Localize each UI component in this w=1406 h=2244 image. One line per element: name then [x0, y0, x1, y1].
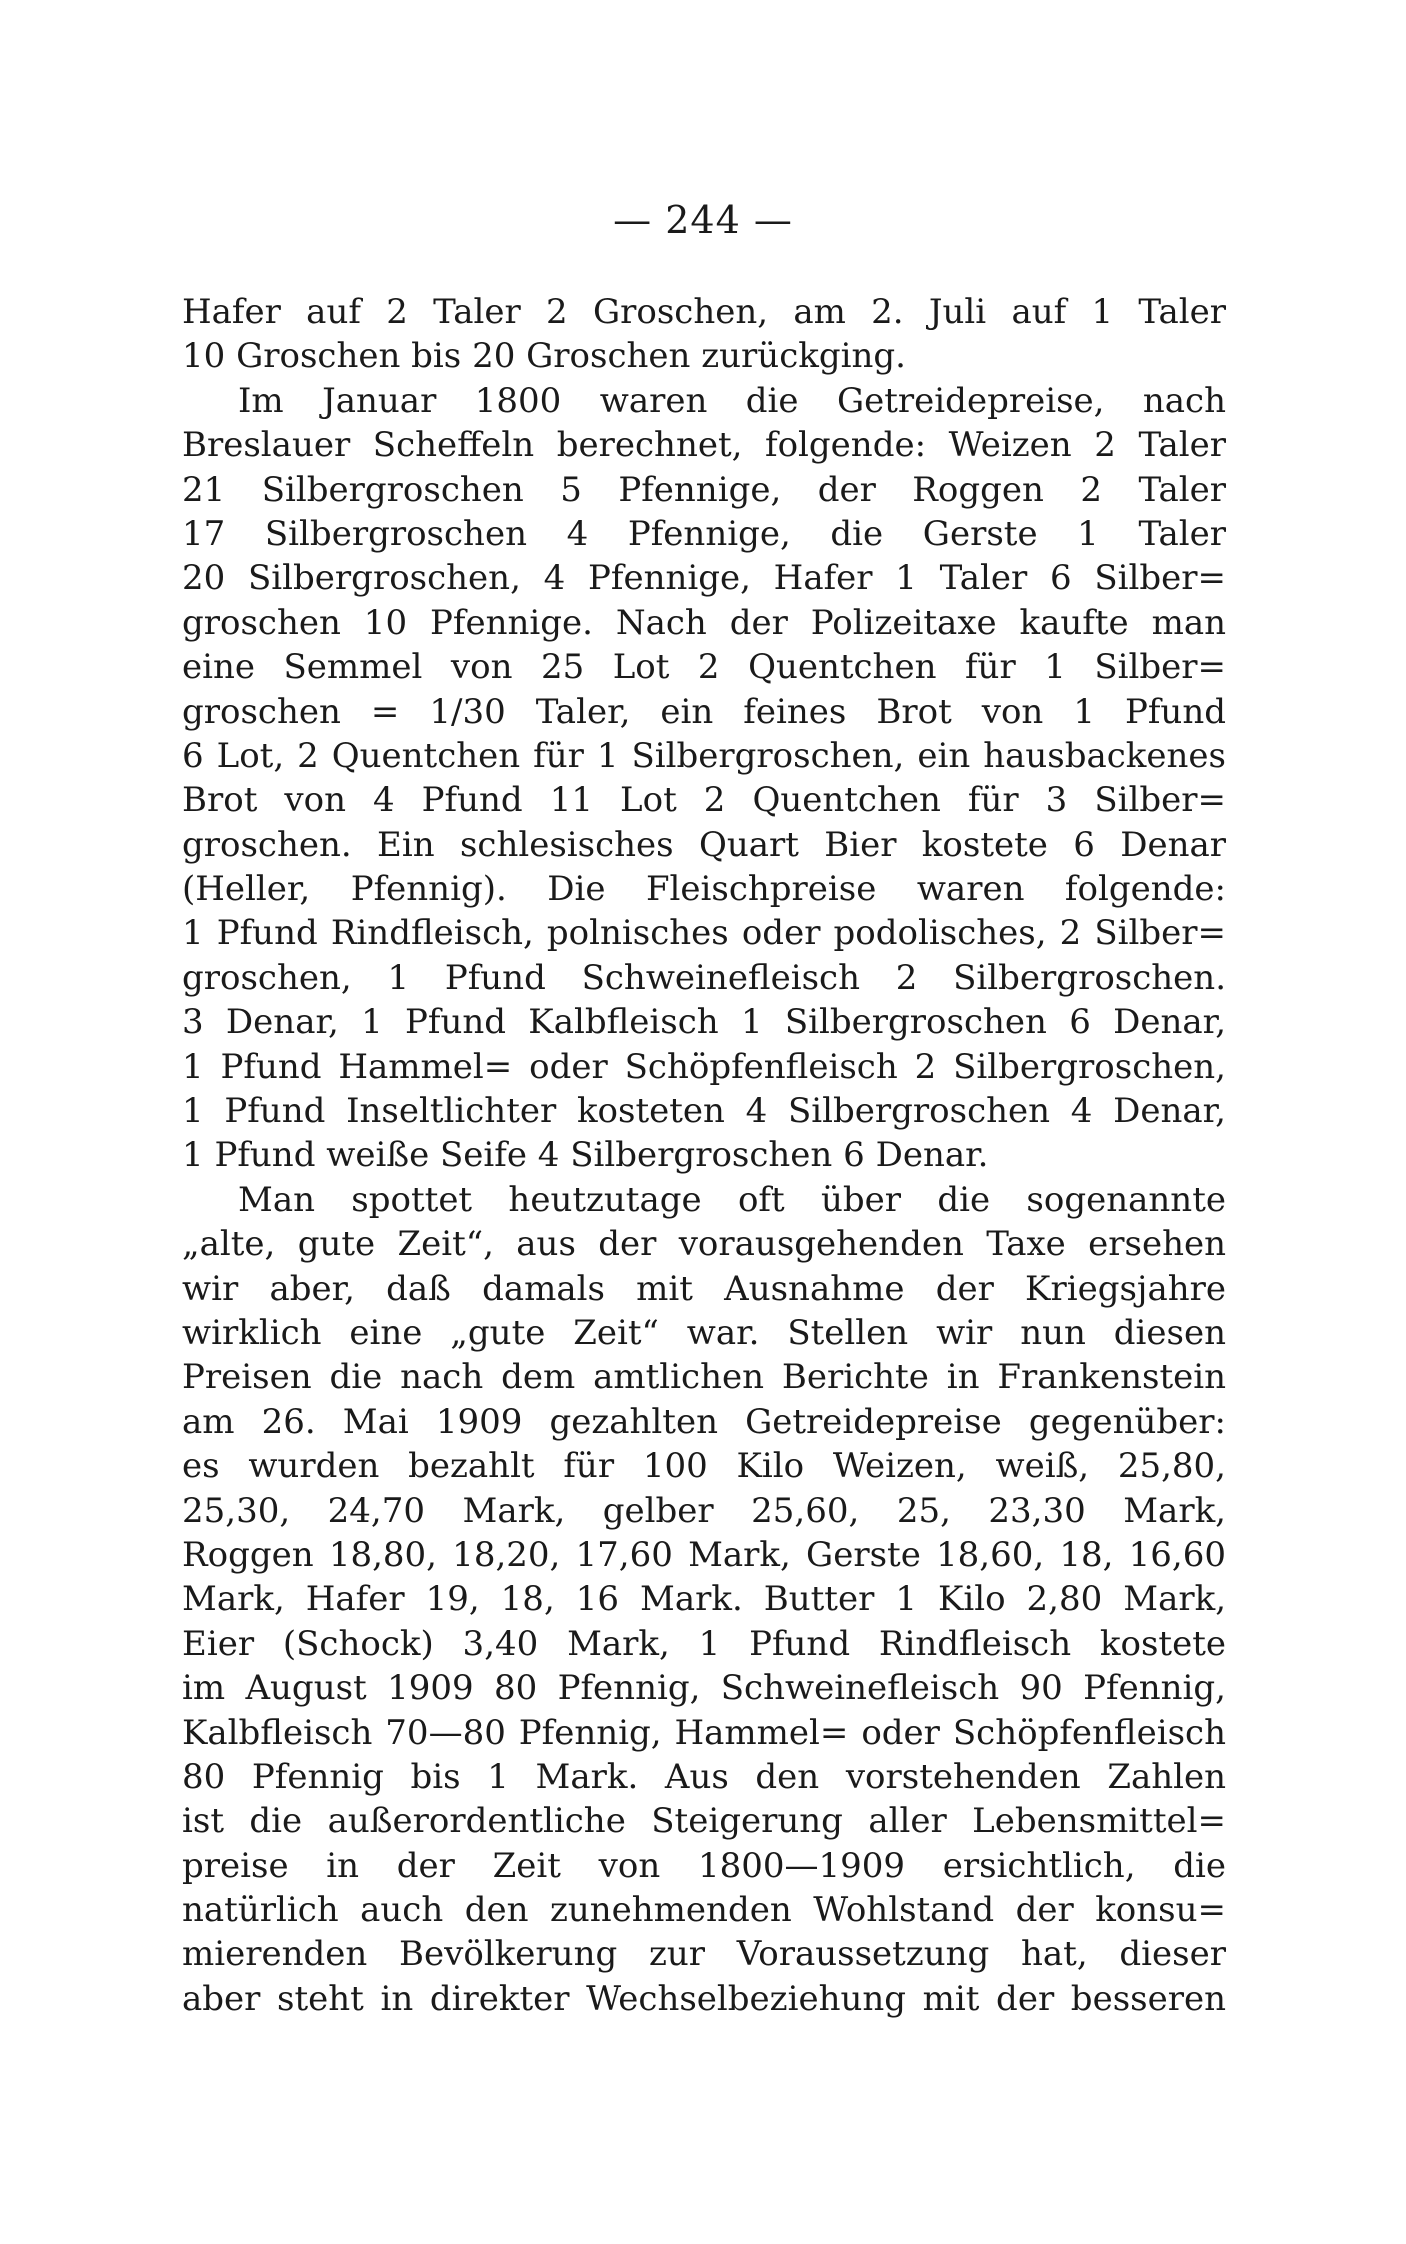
text-line: Eier (Schock) 3,40 Mark, 1 Pfund Rindfleisch kostete [182, 1623, 1226, 1664]
text-line: Roggen 18,80, 18,20, 17,60 Mark, Gerste 18,60, 18, 16,60 [182, 1534, 1226, 1575]
text-line: 6 Lot, 2 Quentchen für 1 Silbergroschen, ein hausbackenes [182, 735, 1226, 776]
text-line: 1 Pfund weiße Seife 4 Silbergroschen 6 Denar. [182, 1135, 989, 1176]
text-line: 17 Silbergroschen 4 Pfennige, die Gerste 1 Taler [182, 513, 1226, 554]
text-line: Hafer auf 2 Taler 2 Groschen, am 2. Juli auf 1 Taler [182, 292, 1226, 332]
text-line: ist die außerordentliche Steigerung aller Lebensmittel= [182, 1801, 1226, 1842]
text-line: groschen, 1 Pfund Schweinefleisch 2 Silbergroschen. [182, 957, 1226, 998]
text-line: Kalbfleisch 70—80 Pfennig, Hammel= oder Schöpfenfleisch [182, 1712, 1226, 1753]
text-line: Preisen die nach dem amtlichen Berichte in Frankenstein [182, 1357, 1226, 1398]
text-line: 20 Silbergroschen, 4 Pfennige, Hafer 1 Taler 6 Silber= [182, 558, 1226, 599]
text-line: groschen = 1/30 Taler, ein feines Brot von 1 Pfund [182, 691, 1226, 732]
text-line: groschen 10 Pfennige. Nach der Polizeitaxe kaufte man [182, 602, 1226, 643]
page-number: — 244 — [613, 198, 793, 242]
text-line: 10 Groschen bis 20 Groschen zurückging. [182, 336, 906, 377]
text-line: Im Januar 1800 waren die Getreidepreise, nach [238, 380, 1226, 421]
text-line: 3 Denar, 1 Pfund Kalbfleisch 1 Silbergroschen 6 Denar, [182, 1002, 1226, 1043]
text-line: 1 Pfund Hammel= oder Schöpfenfleisch 2 Silbergroschen, [182, 1046, 1226, 1087]
text-line: es wurden bezahlt für 100 Kilo Weizen, weiß, 25,80, [182, 1446, 1226, 1487]
text-line: eine Semmel von 25 Lot 2 Quentchen für 1 Silber= [182, 647, 1226, 688]
text-line: wirklich eine „gute Zeit“ war. Stellen wir nun diesen [182, 1312, 1226, 1353]
text-line: mierenden Bevölkerung zur Voraussetzung hat, dieser [182, 1934, 1226, 1975]
text-line: 21 Silbergroschen 5 Pfennige, der Roggen 2 Taler [182, 469, 1226, 510]
text-line: 25,30, 24,70 Mark, gelber 25,60, 25, 23,30 Mark, [182, 1490, 1226, 1531]
text-line: 80 Pfennig bis 1 Mark. Aus den vorstehenden Zahlen [182, 1756, 1226, 1797]
text-line: 1 Pfund Rindfleisch, polnisches oder podolisches, 2 Silber= [182, 913, 1226, 954]
text-line: natürlich auch den zunehmenden Wohlstand der konsu= [182, 1890, 1226, 1931]
text-line: Breslauer Scheffeln berechnet, folgende: Weizen 2 Taler [182, 425, 1226, 466]
text-line: wir aber, daß damals mit Ausnahme der Kriegsjahre [182, 1268, 1226, 1309]
text-line: (Heller, Pfennig). Die Fleischpreise waren folgende: [182, 869, 1226, 910]
text-line: preise in der Zeit von 1800—1909 ersichtlich, die [182, 1845, 1226, 1886]
text-line: Mark, Hafer 19, 18, 16 Mark. Butter 1 Kilo 2,80 Mark, [182, 1579, 1226, 1620]
text-line: 1 Pfund Inseltlichter kosteten 4 Silbergroschen 4 Denar, [182, 1091, 1226, 1132]
text-line: groschen. Ein schlesisches Quart Bier kostete 6 Denar [182, 824, 1226, 865]
text-line: Man spottet heutzutage oft über die sogenannte [238, 1179, 1226, 1220]
text-line: im August 1909 80 Pfennig, Schweinefleisch 90 Pfennig, [182, 1668, 1226, 1709]
body-text [182, 290, 1226, 2021]
text-line: aber steht in direkter Wechselbeziehung mit der besseren [182, 1978, 1226, 2019]
text-line: „alte, gute Zeit“, aus der vorausgehenden Taxe ersehen [182, 1224, 1226, 1265]
text-line: Brot von 4 Pfund 11 Lot 2 Quentchen für 3 Silber= [182, 780, 1226, 821]
text-line: am 26. Mai 1909 gezahlten Getreidepreise gegenüber: [182, 1401, 1226, 1442]
